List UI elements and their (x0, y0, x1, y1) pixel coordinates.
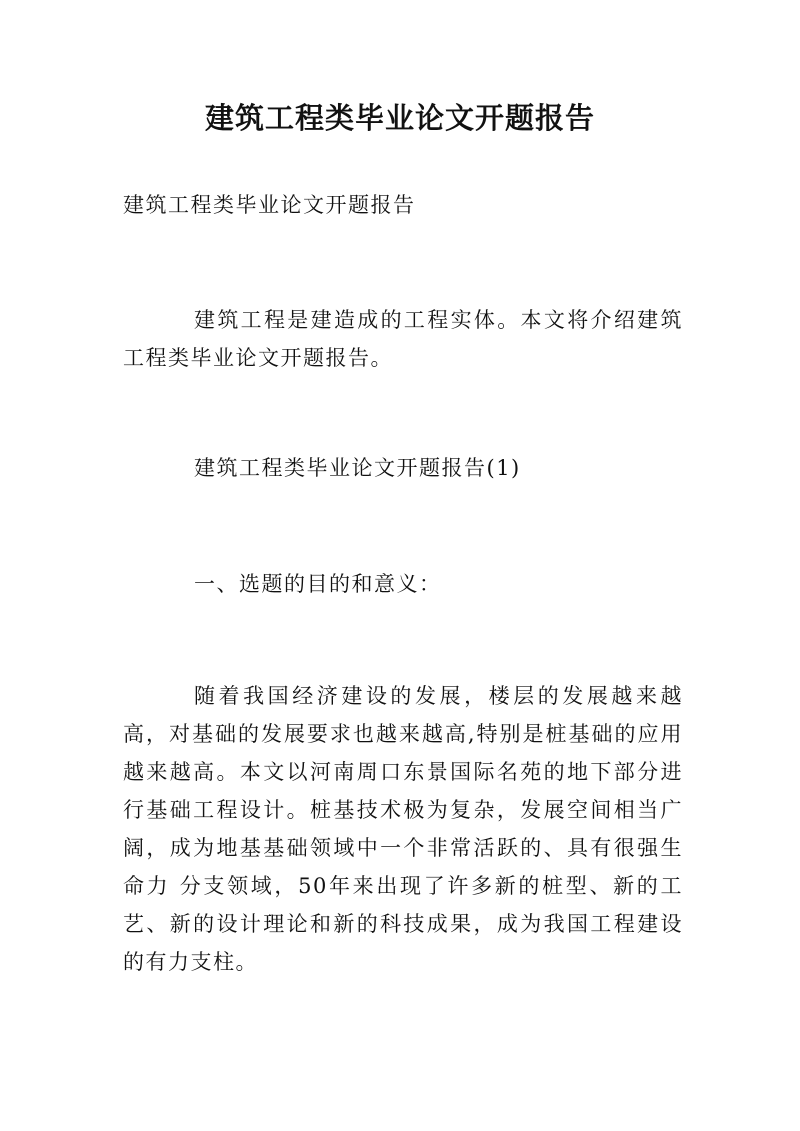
document-subtitle: 建筑工程类毕业论文开题报告 (123, 193, 416, 217)
section-heading: 建筑工程类毕业论文开题报告(1) (194, 456, 521, 480)
body-paragraph: 随着我国经济建设的发展，楼层的发展越来越高，对基础的发展要求也越来越高,特别是桩基础的应用越来越高。本文以河南周口东景国际名苑的地下部分进行基础工程设计。桩基技术极为复杂，发展空间相当广阔，成为地基基础领域中一个非常活跃的、具有很强生命力 分支领域，50年来出现了许多新的桩型、新的工艺、新的设计理论和新的科技成果，成为我国工程建设的有力支柱。 (123, 684, 683, 974)
intro-paragraph: 建筑工程是建造成的工程实体。本文将介绍建筑工程类毕业论文开题报告。 (123, 308, 683, 370)
heading-purpose-significance: 一、选题的目的和意义： (194, 572, 442, 596)
document-title: 建筑工程类毕业论文开题报告 (204, 101, 595, 135)
